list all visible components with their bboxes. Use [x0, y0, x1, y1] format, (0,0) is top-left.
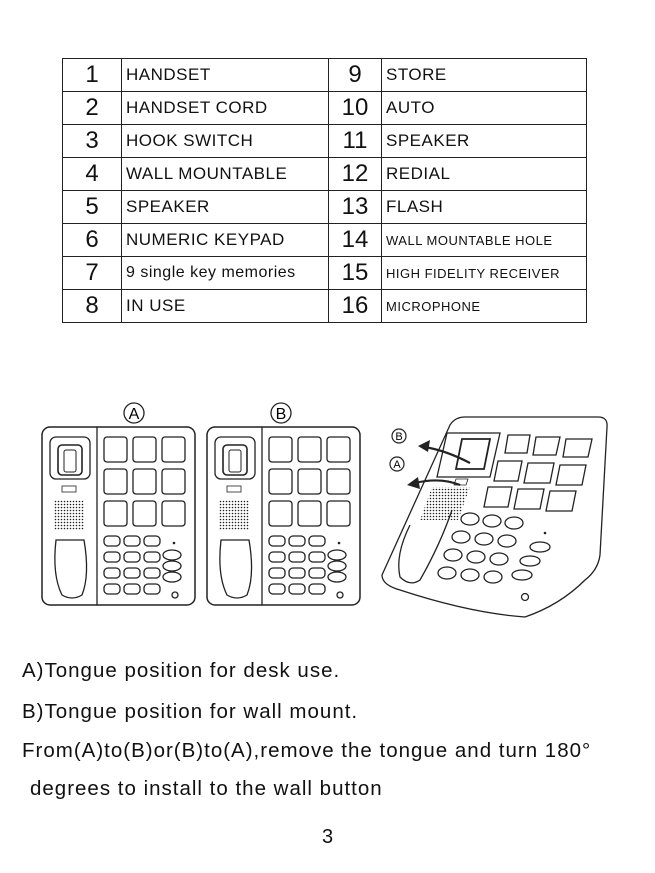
- part-label: MICROPHONE: [382, 290, 587, 323]
- part-number: 9: [329, 59, 382, 92]
- part-label: 9 single key memories: [122, 257, 329, 290]
- table-row: [63, 59, 587, 92]
- part-label: WALL MOUNTABLE: [122, 158, 329, 191]
- part-number: 14: [329, 224, 382, 257]
- part-number: 16: [329, 290, 382, 323]
- table-row: [63, 290, 587, 323]
- table-row: [63, 224, 587, 257]
- part-number: 1: [63, 59, 122, 92]
- part-number: 13: [329, 191, 382, 224]
- instruction-desk: A)Tongue position for desk use.: [22, 659, 341, 682]
- part-number: 12: [329, 158, 382, 191]
- part-label: HANDSET: [122, 59, 329, 92]
- table-row: [63, 191, 587, 224]
- parts-table: [62, 58, 587, 323]
- label-a-marker: [124, 403, 144, 423]
- part-number: 2: [63, 92, 122, 125]
- table-row: [63, 257, 587, 290]
- phone-illustration: [0, 395, 655, 620]
- phone-perspective-view: [382, 417, 607, 617]
- part-label: SPEAKER: [382, 125, 587, 158]
- part-label: WALL MOUNTABLE HOLE: [382, 224, 587, 257]
- part-label: HIGH FIDELITY RECEIVER: [382, 257, 587, 290]
- part-number: 11: [329, 125, 382, 158]
- part-label: AUTO: [382, 92, 587, 125]
- part-label: STORE: [382, 59, 587, 92]
- svg-text:A: A: [393, 459, 401, 471]
- part-label: HANDSET CORD: [122, 92, 329, 125]
- part-label: FLASH: [382, 191, 587, 224]
- label-b-marker-perspective: [392, 429, 406, 443]
- part-number: 8: [63, 290, 122, 323]
- part-label: SPEAKER: [122, 191, 329, 224]
- instruction-rotate-cont: degrees to install to the wall button: [30, 777, 383, 800]
- part-number: 7: [63, 257, 122, 290]
- table-row: [63, 158, 587, 191]
- instruction-wall: B)Tongue position for wall mount.: [22, 700, 359, 723]
- part-number: 3: [63, 125, 122, 158]
- svg-text:A: A: [128, 406, 140, 423]
- part-number: 15: [329, 257, 382, 290]
- table-row: [63, 92, 587, 125]
- part-label: REDIAL: [382, 158, 587, 191]
- label-a-marker-perspective: [390, 457, 404, 471]
- label-b-marker: [271, 403, 291, 423]
- part-number: 10: [329, 92, 382, 125]
- instruction-rotate: From(A)to(B)or(B)to(A),remove the tongue and turn 180°: [22, 739, 592, 762]
- phone-desk-view: [42, 427, 195, 605]
- phone-wall-view: [207, 427, 360, 605]
- part-number: 6: [63, 224, 122, 257]
- part-label: NUMERIC KEYPAD: [122, 224, 329, 257]
- part-number: 5: [63, 191, 122, 224]
- svg-text:B: B: [395, 431, 403, 443]
- part-label: HOOK SWITCH: [122, 125, 329, 158]
- page-number: 3: [321, 826, 334, 848]
- svg-text:B: B: [275, 406, 287, 423]
- part-label: IN USE: [122, 290, 329, 323]
- part-number: 4: [63, 158, 122, 191]
- table-row: [63, 125, 587, 158]
